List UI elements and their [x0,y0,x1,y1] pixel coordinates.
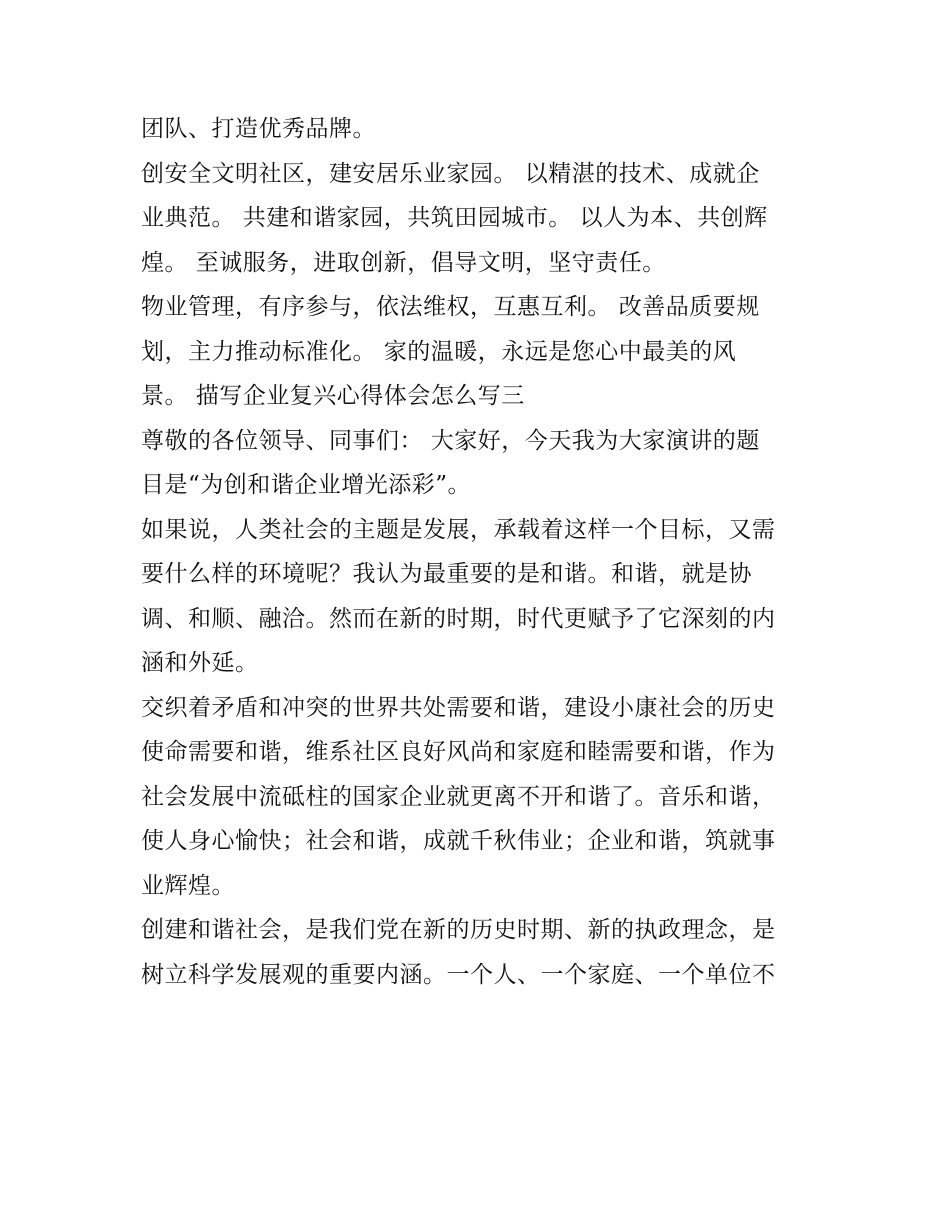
text-line: 煌。 至诚服务，进取创新，倡导文明，坚守责任。 [141,249,666,276]
paragraph [141,686,821,909]
text-line: 物业管理，有序参与，依法维权，互惠互利。 改善品质要规 [141,294,760,320]
text-line: 调、和顺、融洽。然而在新的时期，时代更赋予了它深刻的内 [141,605,776,632]
text-line: 树立科学发展观的重要内涵。一个人、一个家庭、一个单位不 [141,961,776,988]
paragraph [141,419,821,508]
text-line: 创建和谐社会，是我们党在新的历史时期、新的执政理念，是 [141,917,776,943]
text-line: 创安全文明社区，建安居乐业家园。 以精湛的技术、成就企 [141,160,760,187]
text-line: 交织着矛盾和冲突的世界共处需要和谐，建设小康社会的历史 [141,694,776,721]
text-line: 尊敬的各位领导、同事们： 大家好，今天我为大家演讲的题 [141,427,760,454]
text-line: 景。 描写企业复兴心得体会怎么写三 [141,383,525,409]
text-line: 团队、打造优秀品牌。 [141,116,376,142]
text-line: 业典范。 共建和谐家园，共筑田园城市。 以人为本、共创辉 [141,205,768,231]
text-line: 划，主力推动标准化。 家的温暖，永远是您心中最美的风 [141,338,737,365]
text-line: 业辉煌。 [141,872,235,899]
text-line: 如果说，人类社会的主题是发展，承载着这样一个目标，又需 [141,516,776,543]
text-line: 要什么样的环境呢？我认为最重要的是和谐。和谐，就是协 [141,561,752,587]
paragraph [141,285,821,419]
text-line: 目是“为创和谐企业增光添彩”。 [141,472,472,498]
text-line: 社会发展中流砥柱的国家企业就更离不开和谐了。音乐和谐， [141,783,776,810]
text-line: 使人身心愉快；社会和谐，成就千秋伟业；企业和谐，筑就事 [141,828,776,854]
text-line: 涵和外延。 [141,650,259,676]
document-body [141,107,821,997]
paragraph [141,908,821,997]
paragraph [141,107,821,152]
paragraph [141,152,821,286]
paragraph [141,508,821,686]
text-line: 使命需要和谐，维系社区良好风尚和家庭和睦需要和谐，作为 [141,739,776,765]
